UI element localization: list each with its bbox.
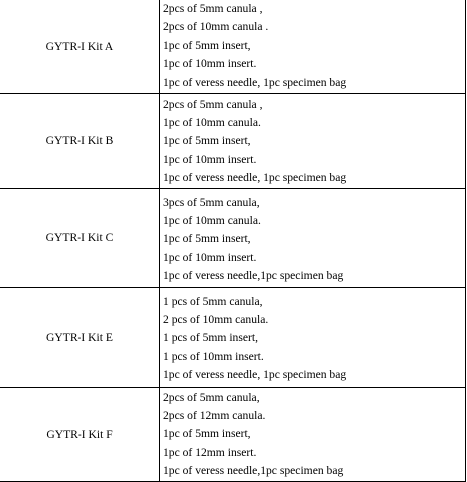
kit-name: GYTR-I Kit A (0, 0, 160, 93)
kit-items (160, 387, 466, 481)
kit-item: 1 pcs of 10mm insert. (163, 349, 264, 363)
kit-item: 3pcs of 5mm canula, (163, 195, 260, 209)
kit-item: 1pc of veress needle,1pc specimen bag (163, 269, 344, 283)
kit-item: 2pcs of 5mm canula , (163, 97, 263, 111)
kit-item: 1pc of 5mm insert, (163, 134, 251, 148)
kit-items (160, 287, 466, 387)
kit-item: 2pcs of 5mm canula, (163, 390, 260, 404)
kit-name: GYTR-I Kit E (0, 287, 160, 387)
kit-item: 1 pcs of 5mm canula, (163, 294, 263, 308)
kit-item: 2pcs of 10mm canula . (163, 20, 269, 34)
kit-item: 1pc of 5mm insert, (163, 427, 251, 441)
kit-item: 2pcs of 12mm canula. (163, 408, 266, 422)
kit-item: 1pc of 10mm canula. (163, 115, 261, 129)
kit-item: 1pc of veress needle, 1pc specimen bag (163, 75, 347, 89)
kit-item: 1 pcs of 5mm insert, (163, 331, 258, 345)
kit-item: 1pc of veress needle,1pc specimen bag (163, 464, 344, 478)
table-row (0, 387, 466, 481)
table-row (0, 287, 466, 387)
kit-item: 2 pcs of 10mm canula. (163, 312, 269, 326)
kit-item: 1pc of 10mm insert. (163, 57, 257, 71)
kit-item: 1pc of veress needle, 1pc specimen bag (163, 171, 347, 185)
kit-item: 1pc of 5mm insert, (163, 232, 251, 246)
kit-items (160, 93, 466, 188)
kit-item: 1pc of 5mm insert, (163, 38, 251, 52)
kit-items (160, 188, 466, 287)
kit-item: 1pc of veress needle, 1pc specimen bag (163, 368, 347, 382)
kit-item: 1pc of 10mm insert. (163, 250, 257, 264)
table-row (0, 93, 466, 188)
kit-name: GYTR-I Kit B (0, 93, 160, 188)
table-row (0, 0, 466, 93)
kit-item: 1pc of 10mm insert. (163, 152, 257, 166)
kit-items (160, 0, 466, 93)
kit-item: 1pc of 12mm insert. (163, 445, 257, 459)
kit-name: GYTR-I Kit F (0, 387, 160, 481)
kit-name: GYTR-I Kit C (0, 188, 160, 287)
table-row (0, 188, 466, 287)
kit-item: 1pc of 10mm canula. (163, 213, 261, 227)
kit-item: 2pcs of 5mm canula , (163, 2, 263, 15)
